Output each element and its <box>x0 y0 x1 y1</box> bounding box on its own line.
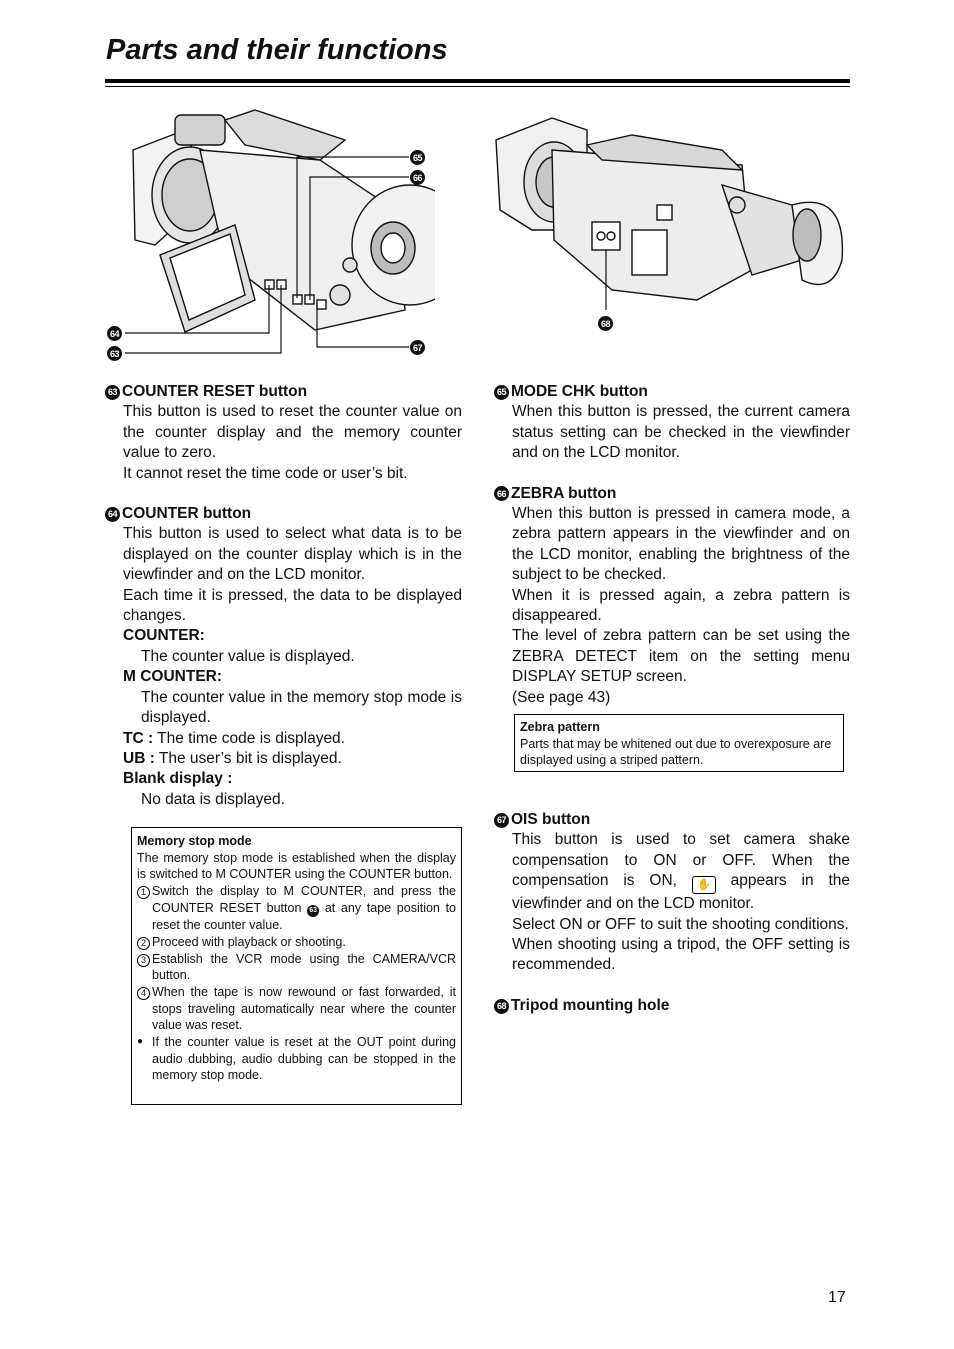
item-63-text-2: It cannot reset the time code or user’s bit. <box>123 464 408 482</box>
page-title: Parts and their functions <box>106 34 448 66</box>
item-66-text-3: The level of zebra pattern can be set using the ZEBRA DETECT item on the setting menu DISPLAY SETUP screen. <box>512 627 850 686</box>
zebra-pattern-box <box>514 714 844 772</box>
callout-66: 66 <box>410 170 425 185</box>
counter-label: COUNTER: <box>123 627 205 645</box>
number-67-icon: 67 <box>494 813 509 828</box>
right-column-lower <box>496 810 850 1016</box>
memory-step-2: 2 Proceed with playback or shooting. <box>137 934 456 951</box>
memory-step-3: 3 Establish the VCR mode using the CAMERA/VCR button. <box>137 951 456 984</box>
right-column <box>496 382 850 708</box>
item-64-text-2: Each time it is pressed, the data to be displayed changes. <box>123 586 462 625</box>
blank-label: Blank display : <box>123 770 233 788</box>
title-rule-thick <box>105 79 850 83</box>
number-66-icon: 66 <box>494 486 509 501</box>
page-number: 17 <box>828 1289 846 1306</box>
number-64-icon: 64 <box>105 507 120 522</box>
number-63-icon: 63 <box>307 905 319 917</box>
zebra-box-text: Parts that may be whitened out due to overexposure are displayed using a striped pattern. <box>520 736 832 767</box>
counter-desc: The counter value is displayed. <box>141 647 355 665</box>
memory-box-intro: The memory stop mode is established when the display is switched to M COUNTER using the COUNTER button. <box>137 850 456 882</box>
item-67-heading: 67 OIS button <box>494 810 850 830</box>
item-64-heading: 64 COUNTER button <box>105 504 462 524</box>
callout-65: 65 <box>410 150 425 165</box>
ois-hand-icon: ✋ <box>692 876 716 894</box>
item-66-text-1: When this button is pressed in camera mode, a zebra pattern appears in the viewfinder and on the LCD monitor, enabling the brightness of the subject to be checked. <box>512 505 850 584</box>
item-67-text-2: Select ON or OFF to suit the shooting conditions. <box>512 915 849 933</box>
item-63-heading: 63 COUNTER RESET button <box>105 382 462 402</box>
mcounter-desc: The counter value in the memory stop mode is displayed. <box>141 688 462 727</box>
memory-box-title: Memory stop mode <box>137 834 252 848</box>
left-column <box>107 382 462 810</box>
item-65-heading: 65 MODE CHK button <box>494 382 850 402</box>
memory-step-1: 1 Switch the display to M COUNTER, and press the COUNTER RESET button 63 at any tape position to reset the counter value. <box>137 883 456 934</box>
memory-stop-mode-box <box>131 827 462 1105</box>
number-65-icon: 65 <box>494 385 509 400</box>
memory-bullet: ● If the counter value is reset at the OUT point during audio dubbing, audio dubbing can be stopped in the memory stop mode. <box>137 1035 456 1083</box>
callout-63: 63 <box>107 346 122 361</box>
camera-right-illustration <box>492 110 847 310</box>
mcounter-label: M COUNTER: <box>123 668 223 686</box>
callout-68: 68 <box>598 316 613 331</box>
callout-67: 67 <box>410 340 425 355</box>
blank-desc: No data is displayed. <box>141 790 285 808</box>
item-65-text: When this button is pressed, the current camera status setting can be checked in the viewfinder and on the LCD monitor. <box>512 403 850 462</box>
zebra-box-title: Zebra pattern <box>520 720 600 734</box>
item-66-text-2: When it is pressed again, a zebra pattern is disappeared. <box>512 586 850 625</box>
item-66-text-4: (See page 43) <box>512 688 611 706</box>
item-64-text-1: This button is used to select what data is to be displayed on the counter display which is in the viewfinder and on the LCD monitor. <box>123 525 462 584</box>
title-rule-thin <box>105 86 850 87</box>
item-67-text-3: When shooting using a tripod, the OFF setting is recommended. <box>512 936 850 974</box>
item-66-heading: 66 ZEBRA button <box>494 484 850 504</box>
item-68-heading: 68 Tripod mounting hole <box>494 996 850 1016</box>
bullet-icon: ● <box>137 1036 144 1048</box>
camera-left-illustration <box>105 100 435 365</box>
item-67-text-1: This button is used to set camera shake compensation to ON or OFF. When the compensation is ON, ✋ appears in the viewfinder and on the LCD monitor. <box>512 831 850 913</box>
number-68-icon: 68 <box>494 999 509 1014</box>
number-63-icon: 63 <box>105 385 120 400</box>
ub-row: UB : The user’s bit is displayed. <box>123 749 342 767</box>
callout-64: 64 <box>107 326 122 341</box>
tc-row: TC : The time code is displayed. <box>123 729 345 747</box>
memory-step-4: 4 When the tape is now rewound or fast forwarded, it stops traveling automatically near where the counter value was reset. <box>137 984 456 1034</box>
item-63-text-1: This button is used to reset the counter value on the counter display and the memory counter value to zero. <box>123 403 462 462</box>
